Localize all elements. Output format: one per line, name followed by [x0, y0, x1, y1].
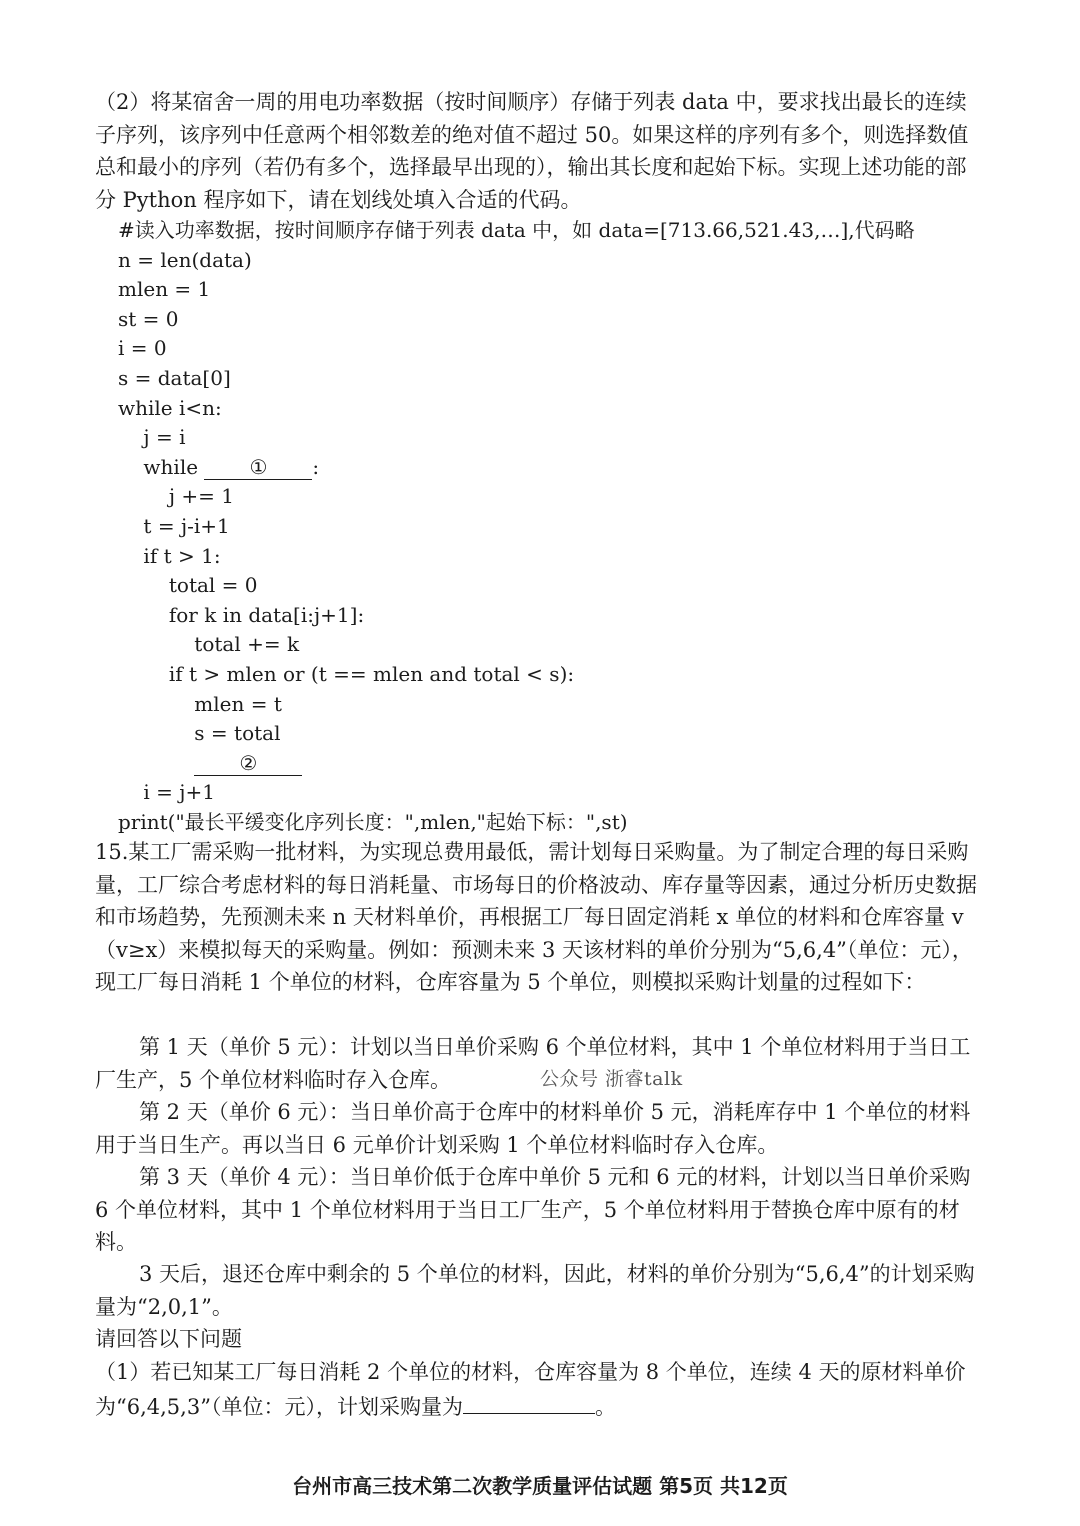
code-line: while i<n:	[118, 395, 222, 420]
q15-day3: 第 3 天（单价 4 元）：当日单价低于仓库中单价 5 元和 6 元的材料，计划以当日单价采购 6 个单位材料，其中 1 个单位材料用于当日工厂生产，5 个单位材料用于替换仓库中原有的材料。	[95, 1165, 971, 1254]
code-line: for k in data[i:j+1]:	[118, 602, 365, 627]
code-line: s = total	[118, 721, 281, 746]
code-line: mlen = 1	[118, 277, 211, 302]
q14-part2-intro: （2）将某宿舍一周的用电功率数据（按时间顺序）存储于列表 data 中，要求找出最长的连续子序列，该序列中任意两个相邻数差的绝对值不超过 50。如果这样的序列有多个，则选择数值总和最小的序列（若仍有多个，选择最早出现的），输出其长度和起始下标。实现上述功能的部分 Python 程序如下，请在划线处填入合适的代码。	[95, 90, 969, 212]
q15-sub1-text: （1）若已知某工厂每日消耗 2 个单位的材料，仓库容量为 8 个单位，连续 4 天的原材料单价为“6,4,5,3”（单位：元），计划采购量为	[95, 1360, 966, 1419]
q15-sub1	[95, 1356, 980, 1423]
code-line: while	[118, 454, 205, 479]
code-line	[118, 751, 194, 775]
watermark: 公众号 浙睿talk	[540, 1068, 683, 1090]
code-line: :	[312, 454, 320, 479]
code-line: st = 0	[118, 306, 179, 331]
code-line: t = j-i+1	[118, 513, 230, 538]
q15-intro: 15.某工厂需采购一批材料，为实现总费用最低，需计划每日采购量。为了制定合理的每日采购量，工厂综合考虑材料的每日消耗量、市场每日的价格波动、库存量等因素，通过分析历史数据和市场趋势，先预测未来 n 天材料单价，再根据工厂每日固定消耗 x 单位的材料和仓库容量 v（v≥x）来模拟每天的采购量。例如：预测未来 3 天该材料的单价分别为“5,6,4”（单位：元），现工厂每日消耗 1 个单位的材料，仓库容量为 5 个单位，则模拟采购计划量的过程如下：	[95, 840, 977, 994]
code-line: if t > mlen or (t == mlen and total < s):	[118, 661, 575, 686]
code-block	[118, 216, 915, 837]
page-footer: 台州市高三技术第二次教学质量评估试题 第5页 共12页	[292, 1474, 788, 1498]
code-comment: #读入功率数据，按时间顺序存储于列表 data 中，如 data=[713.66,521.43,…],代码略	[118, 218, 915, 242]
code-line: print("最长平缓变化序列长度：",mlen,"起始下标：",st)	[118, 809, 628, 834]
q15-day1: 第 1 天（单价 5 元）：计划以当日单价采购 6 个单位材料，其中 1 个单位材料用于当日工厂生产，5 个单位材料临时存入仓库。	[95, 1035, 971, 1092]
code-line: total += k	[118, 632, 300, 657]
code-line: i = j+1	[118, 780, 215, 805]
code-line: total = 0	[118, 573, 258, 598]
q15-day2: 第 2 天（单价 6 元）：当日单价高于仓库中的材料单价 5 元，消耗库存中 1 个单位的材料用于当日生产。再以当日 6 元单价计划采购 1 个单位材料临时存入仓库。	[95, 1100, 971, 1157]
code-line: i = 0	[118, 336, 167, 361]
code-line: j += 1	[118, 484, 235, 509]
code-line: s = data[0]	[118, 365, 231, 390]
code-line: j = i	[118, 425, 186, 450]
answer-blank-2[interactable]: ②	[194, 751, 302, 776]
code-line: n = len(data)	[118, 247, 252, 272]
q15-after: 3 天后，退还仓库中剩余的 5 个单位的材料，因此，材料的单价分别为“5,6,4”的计划采购量为“2,0,1”。	[95, 1262, 975, 1319]
q15-prompt: 请回答以下问题	[95, 1327, 242, 1351]
answer-blank-3[interactable]	[463, 1389, 595, 1414]
code-line: if t > 1:	[118, 543, 221, 568]
answer-blank-1[interactable]: ①	[204, 455, 312, 480]
q15-sub1-end: 。	[594, 1394, 616, 1419]
code-line: mlen = t	[118, 691, 282, 716]
